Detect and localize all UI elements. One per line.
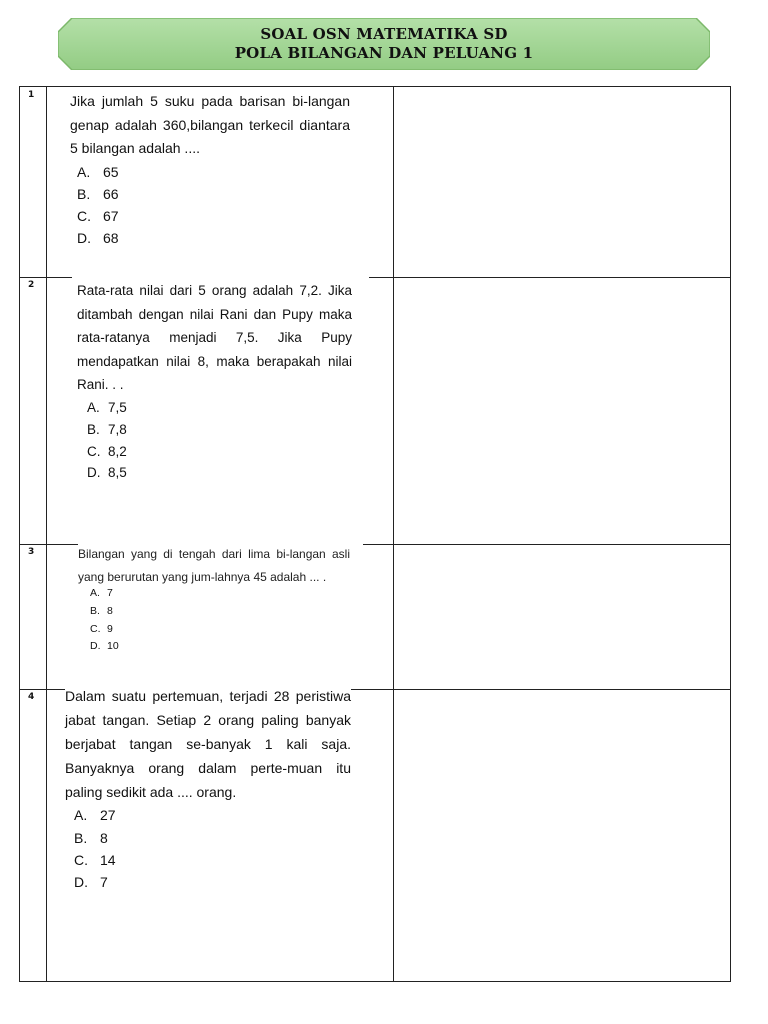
option-b[interactable]: B. 7,8 <box>87 421 127 437</box>
answer-options <box>65 804 351 893</box>
question-number: 4 <box>28 692 35 702</box>
option-c[interactable]: C. 14 <box>74 852 116 869</box>
question-2 <box>77 279 352 484</box>
option-d[interactable]: D. 8,5 <box>87 465 127 481</box>
page-subtitle: POLA BILANGAN DAN PELUANG 1 <box>234 44 534 62</box>
question-number: 2 <box>28 280 35 290</box>
row-divider-right <box>369 277 730 278</box>
option-d[interactable]: D. 10 <box>90 640 119 653</box>
option-c[interactable]: C. 67 <box>77 208 119 225</box>
answer-options <box>77 397 352 484</box>
option-b[interactable]: B. 8 <box>90 604 113 617</box>
row-divider-left <box>20 277 72 278</box>
option-a[interactable]: A. 27 <box>74 807 116 824</box>
question-number: 1 <box>28 90 35 100</box>
question-1 <box>70 90 350 250</box>
option-a[interactable]: A. 65 <box>77 163 119 180</box>
question-4 <box>65 684 351 894</box>
option-a[interactable]: A. 7,5 <box>87 399 127 415</box>
option-a[interactable]: A. 7 <box>90 587 113 599</box>
title-banner <box>58 18 710 70</box>
option-b[interactable]: B. 66 <box>77 185 119 202</box>
page-title: SOAL OSN MATEMATIKA SD <box>260 25 508 43</box>
question-text: Jika jumlah 5 suku pada barisan bi-langan genap adalah 360,bilangan terkecil diantara 5 bilangan adalah .... <box>70 93 350 156</box>
option-c[interactable]: C. 8,2 <box>87 443 127 459</box>
option-d[interactable]: D. 7 <box>74 874 108 891</box>
option-c[interactable]: C. 9 <box>90 622 113 635</box>
question-table <box>19 86 731 982</box>
number-column-divider <box>46 87 47 981</box>
answer-options <box>78 585 350 656</box>
answer-column-divider <box>393 87 394 981</box>
row-divider-left <box>20 544 78 545</box>
option-b[interactable]: B. 8 <box>74 829 108 846</box>
option-d[interactable]: D. 68 <box>77 230 119 247</box>
row-divider-right <box>363 544 730 545</box>
question-number: 3 <box>28 547 35 557</box>
question-text: Rata-rata nilai dari 5 orang adalah 7,2. Jika ditambah dengan nilai Rani dan Pupy maka rata-ratanya menjadi 7,5. Jika Pupy mendapatkan nilai 8, maka berapakah nilai Rani. . . <box>77 283 352 393</box>
question-3 <box>78 543 350 656</box>
answer-options <box>70 161 350 250</box>
question-text: Bilangan yang di tengah dari lima bi-langan asli yang berurutan yang jum-lahnya 45 adalah ... . <box>78 547 350 584</box>
question-text: Dalam suatu pertemuan, terjadi 28 peristiwa jabat tangan. Setiap 2 orang paling banyak berjabat tangan se-banyak 1 kali saja. Banyaknya orang dalam perte-muan itu paling sedikit ada .... orang. <box>65 688 351 801</box>
